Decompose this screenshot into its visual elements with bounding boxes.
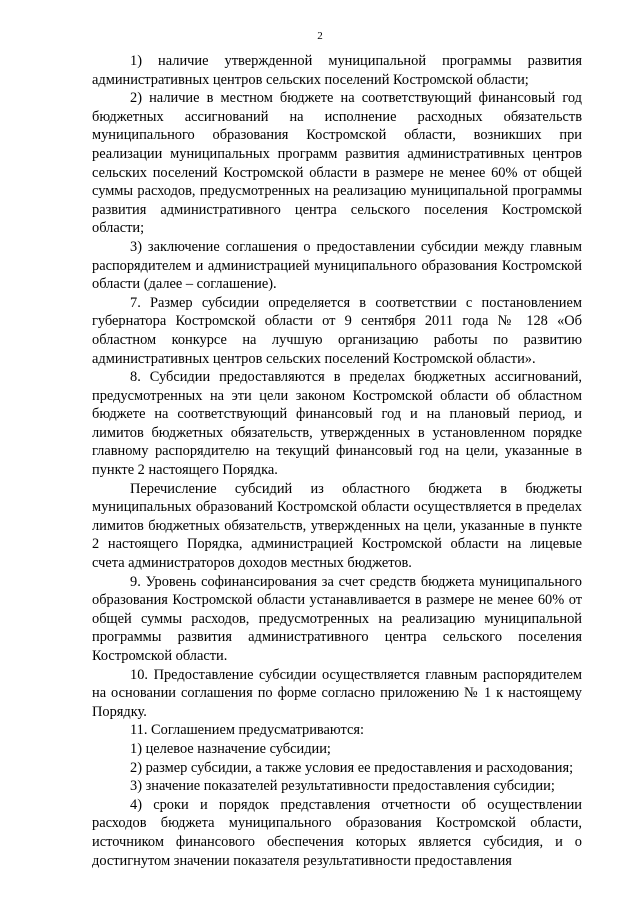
document-body — [92, 52, 582, 870]
paragraph: 3) значение показателей результативности предоставления субсидии; — [130, 778, 555, 795]
paragraph: 10. Предоставление субсидии осуществляется главным распорядителем на основании соглашения по форме согласно приложению № 1 к настоящему Порядку. — [92, 666, 582, 720]
paragraph: 2) наличие в местном бюджете на соответствующий финансовый год бюджетных ассигнований на исполнение расходных обязательств муниципального образования Костромской области, возникших при реализации муниципальных программ развития административных центров сельских поселений Костромской области в размере не менее 60% от общей суммы расходов, предусмотренных на реализацию муниципальной программы развития административного центра сельского поселения Костромской области; — [92, 90, 582, 237]
paragraph: 8. Субсидии предоставляются в пределах бюджетных ассигнований, предусмотренных на эти цели законом Костромской области об областном бюджете на соответствующий финансовый год и на плановый период, и лимитов бюджетных обязательств, утвержденных в установленном порядке главному распорядителю на текущий финансовый год на цели, указанные в пункте 2 настоящего Порядка. — [92, 369, 582, 479]
paragraph: 4) сроки и порядок представления отчетности об осуществлении расходов бюджета муниципального образования Костромской области, источником финансового обеспечения которых является субсидия, и о достигнутом значении показателя результативности предоставления — [92, 796, 582, 869]
paragraph: 3) заключение соглашения о предоставлении субсидии между главным распорядителем и администрацией муниципального образования Костромской области (далее – соглашение). — [92, 238, 582, 293]
paragraph: 11. Соглашением предусматриваются: — [130, 722, 364, 739]
paragraph: Перечисление субсидий из областного бюджета в бюджеты муниципальных образований Костромской области осуществляется в пределах лимитов бюджетных обязательств, утвержденных на цели, указанные в пункте 2 настоящего Порядка, администрацией Костромской области на лицевые счета администраторов доходов местных бюджетов. — [92, 480, 582, 572]
paragraph: 1) целевое назначение субсидии; — [130, 740, 331, 757]
paragraph: 1) наличие утвержденной муниципальной программы развития административных центров сельских поселений Костромской области; — [92, 53, 582, 88]
paragraph: 9. Уровень софинансирования за счет средств бюджета муниципального образования Костромской области устанавливается в размере не менее 60% от общей суммы расходов, предусмотренных на реализацию муниципальной программы развития административного центра сельского поселения Костромской области. — [92, 573, 582, 664]
paragraph: 7. Размер субсидии определяется в соответствии с постановлением губернатора Костромской области от 9 сентября 2011 года № 128 «Об областном конкурсе на лучшую организацию работы по развитию административных центров сельских поселений Костромской области». — [92, 294, 582, 367]
paragraph: 2) размер субсидии, а также условия ее предоставления и расходования; — [130, 759, 574, 776]
page-number: 2 — [317, 30, 323, 42]
